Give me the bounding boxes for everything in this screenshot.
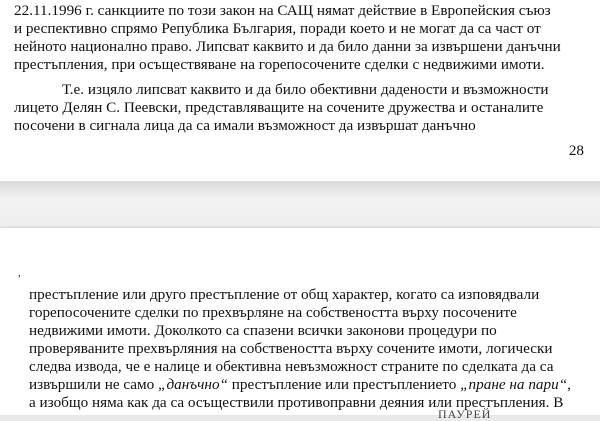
text-line-b7: а изобщо няма как да са осъществили противоправни деяния или престъпления. В [29,394,564,411]
text-line-b6 [29,376,571,394]
document-page-bottom [0,228,600,415]
text-fragment: извършили не само [29,376,159,393]
text-line-b1: престъпление или друго престъпление от общ характер, когато са изповядвали [29,286,540,303]
text-line-b2: горепосочените сделки по прехвърляне на собствеността върху посочените [29,304,517,321]
text-line-6: лицето Делян С. Пеевски, представляващите на сочените дружества и останалите [14,99,544,116]
text-line-b4: проверяваните прехвърляния на собствеността върху сочените имоти, логически [29,340,553,357]
text-line-4: престъпления, при осъществяване на горепосочените сделки с недвижими имоти. [14,56,545,73]
text-fragment: , [567,376,571,393]
italic-quote-2: „пране на пари“ [460,376,568,393]
stray-comma: , [18,267,21,279]
text-fragment: престъпление или престъплението [228,376,461,393]
text-line-b5: следва извода, че е налице и обективна невъзможност страните по сделката да са [29,358,554,375]
italic-quote-1: „данъчно“ [158,376,228,393]
page-number: 28 [568,142,584,159]
text-line-5: Т.е. изцяло липсват каквито и да било обективни дадености и възможности [62,81,549,98]
text-line-b3: недвижими имоти. Доколкото са спазени всички законови процедури по [29,322,497,339]
text-line-7: посочени в сигнала лица да са имали възможност да извършат данъчно [14,117,476,134]
page-gap [0,181,600,228]
document-page-top [0,0,600,181]
text-line-1: 22.11.1996 г. санкциите по този закон на САЩ нямат действие в Европейския съюз [14,2,551,19]
text-line-2: и респективно спрямо Република България, поради което и не могат да са част от [14,20,541,37]
cut-off-text: ПАУРЕЙ [438,407,492,421]
text-line-3: нейното национално право. Липсват каквито и да било данни за извършени данъчни [14,38,561,55]
